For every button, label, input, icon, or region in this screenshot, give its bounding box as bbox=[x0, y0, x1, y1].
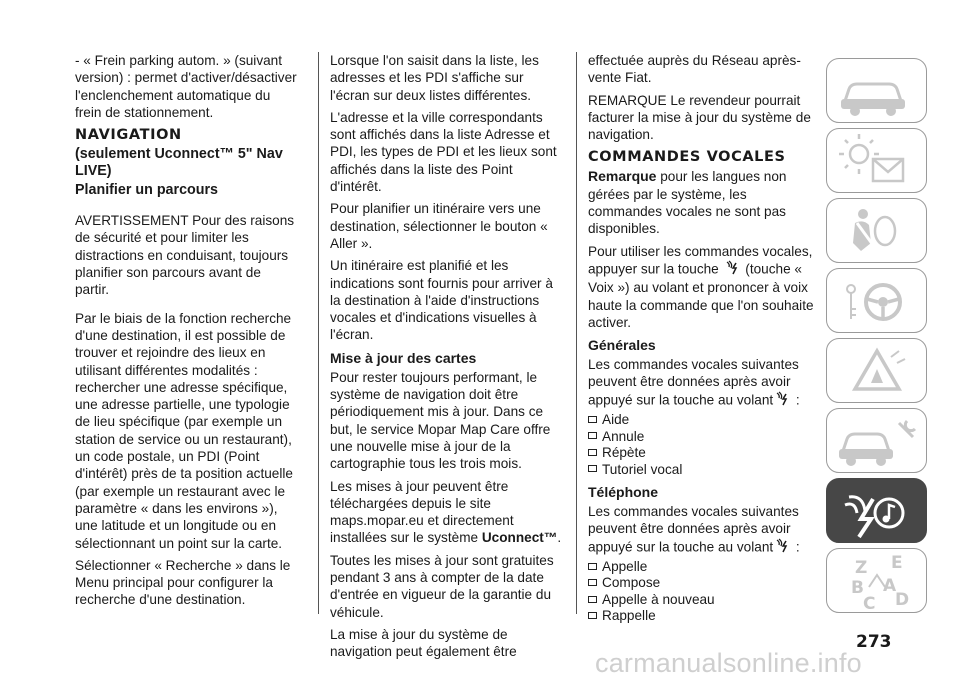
airbag-icon bbox=[827, 199, 928, 264]
paragraph: Par le biais de la fonction recherche d'une destination, il est possible de trouver et rejoindre des lieux en utilisant différentes modalités : rechercher une adresse spécifique, une adresse partielle, une typologie de lieu spécifique (par exemple un station de service ou un restaurant), un code postale, un PDI (Point d'intérêt) près de ta position actuelle (par exemple un restaurant avec le paramètre « dans les environs »), une latitude et un longitude ou en sélectionnant un point sur la carte. bbox=[75, 310, 293, 551]
paragraph: Sélectionner « Recherche » dans le Menu principal pour configurer la recherche d'une destination. bbox=[75, 557, 291, 608]
text: Les commandes vocales suivantes peuvent être données après avoir appuyé sur la touche au volant bbox=[588, 357, 799, 407]
list-item-label: Annule bbox=[602, 428, 645, 444]
text: : bbox=[792, 538, 800, 554]
list-item-label: Aide bbox=[602, 412, 630, 428]
column-divider bbox=[576, 52, 577, 614]
column-divider bbox=[318, 52, 319, 614]
checkbox-bullet-icon bbox=[588, 432, 597, 439]
checkbox-bullet-icon bbox=[588, 612, 597, 619]
tab-multimedia-active[interactable] bbox=[826, 478, 927, 543]
list-item bbox=[588, 559, 820, 576]
checkbox-bullet-icon bbox=[588, 579, 597, 586]
watermark: carmanualsonline.info bbox=[595, 648, 862, 678]
checkbox-bullet-icon bbox=[588, 449, 597, 456]
section-title-navigation: NAVIGATION bbox=[75, 127, 182, 144]
service-car-icon bbox=[827, 409, 928, 474]
tab-breakdown[interactable] bbox=[826, 338, 927, 403]
list-item-label: Rappelle bbox=[602, 608, 656, 624]
breakdown-icon bbox=[827, 339, 928, 404]
paragraph: La mise à jour du système de navigation peut également être bbox=[330, 626, 517, 660]
tab-driving[interactable] bbox=[826, 268, 927, 333]
list-item bbox=[588, 462, 820, 479]
list-item-label: Appelle bbox=[602, 558, 648, 574]
list-item bbox=[588, 429, 820, 446]
tab-car[interactable] bbox=[826, 58, 927, 123]
subsection-title-telephone: Téléphone bbox=[588, 484, 659, 501]
text: : bbox=[792, 392, 800, 407]
paragraph: Lorsque l'on saisit dans la liste, les adresses et les PDI s'affiche sur l'écran sur deux listes différentes. bbox=[330, 53, 539, 103]
list-item bbox=[588, 445, 820, 462]
paragraph: Pour planifier un itinéraire vers une destination, sélectionner le bouton « Aller ». bbox=[330, 201, 548, 251]
car-icon bbox=[827, 59, 928, 124]
list-item-label: Compose bbox=[602, 575, 661, 591]
paragraph: Un itinéraire est planifié et les indications sont fournis pour arriver à la destination à l'aide d'instructions vocales et d'indications visuelles à l'écran. bbox=[330, 258, 553, 343]
index-icon bbox=[827, 549, 928, 614]
list-item bbox=[588, 608, 820, 625]
column-middle bbox=[330, 52, 562, 666]
paragraph bbox=[330, 478, 562, 547]
paragraph bbox=[588, 356, 820, 410]
list-item bbox=[588, 412, 820, 429]
text: pour les langues non gérées par le système, les commandes vocales ne sont pas disponibles. bbox=[588, 169, 787, 237]
paragraph bbox=[588, 168, 820, 237]
paragraph: Toutes les mises à jour sont gratuites pendant 3 ans à compter de la date d'entrée en vigueur de la garantie du véhicule. bbox=[330, 552, 554, 620]
index-letter: B bbox=[851, 578, 864, 598]
tab-warning-lights[interactable] bbox=[826, 128, 927, 193]
tab-safety[interactable] bbox=[826, 198, 927, 263]
index-letter: Z bbox=[855, 558, 868, 578]
paragraph bbox=[588, 243, 820, 331]
tab-service[interactable] bbox=[826, 408, 927, 473]
paragraph: effectuée auprès du Réseau après-vente Fiat. bbox=[588, 53, 801, 86]
paragraph bbox=[588, 503, 820, 557]
multimedia-icon bbox=[827, 479, 928, 544]
checkbox-bullet-icon bbox=[588, 596, 597, 603]
voice-icon bbox=[725, 260, 740, 279]
tab-index[interactable] bbox=[826, 548, 927, 613]
text: Pour utiliser les commandes vocales, appuyer sur la touche bbox=[588, 243, 813, 277]
checkbox-bullet-icon bbox=[588, 465, 597, 472]
index-letter: C bbox=[863, 594, 876, 614]
warning-lights-icon bbox=[827, 129, 928, 194]
subsection-title-generales: Générales bbox=[588, 337, 656, 354]
subsection-title-planifier: Planifier un parcours bbox=[75, 182, 219, 199]
page-number: 273 bbox=[856, 632, 892, 652]
steering-wheel-icon bbox=[827, 269, 928, 334]
subsection-title-cartes: Mise à jour des cartes bbox=[330, 349, 477, 366]
voice-icon bbox=[775, 391, 790, 410]
section-subtitle: (seulement Uconnect™ 5" Nav LIVE) bbox=[75, 146, 283, 180]
index-letter: D bbox=[895, 590, 910, 610]
voice-icon bbox=[775, 538, 790, 557]
remark-paragraph: REMARQUE Le revendeur pourrait facturer la mise à jour du système de navigation. bbox=[588, 92, 811, 143]
list-item bbox=[588, 575, 820, 592]
section-title-commandes-vocales: COMMANDES VOCALES bbox=[588, 149, 786, 166]
list-item-label: Tutoriel vocal bbox=[602, 461, 683, 477]
remark-label: Remarque bbox=[588, 168, 657, 185]
list-item-label: Appelle à nouveau bbox=[602, 591, 715, 607]
text: (touche « Voix ») au volant et prononcer à voix haute la commande que l'on souhaite activer. bbox=[588, 261, 814, 330]
column-left bbox=[75, 52, 297, 614]
list-item bbox=[588, 592, 820, 609]
list-item-label: Répète bbox=[602, 445, 646, 461]
paragraph: L'adresse et la ville correspondants sont affichés dans la liste Adresse et PDI, les types de PDI et les lieux sont affichés dans la liste des Point d'intérêt. bbox=[330, 109, 557, 195]
chapter-tabs bbox=[826, 58, 927, 614]
checkbox-bullet-icon bbox=[588, 563, 597, 570]
index-letter: A bbox=[883, 576, 897, 596]
index-letter: E bbox=[891, 553, 903, 573]
warning-paragraph: AVERTISSEMENT Pour des raisons de sécurité et pour limiter les distractions en conduisant, toujours planifier son parcours avant de partir. bbox=[75, 213, 295, 298]
brand-name: Uconnect™ bbox=[481, 530, 558, 546]
text: Les mises à jour peuvent être téléchargées depuis le site maps.mopar.eu et directement installées sur le système bbox=[330, 478, 514, 546]
text: Les commandes vocales suivantes peuvent être données après avoir appuyé sur la touche au volant bbox=[588, 504, 799, 554]
intro-paragraph: - « Frein parking autom. » (suivant version) : permet d'activer/désactiver l'enclenchement automatique du frein de stationnement. bbox=[75, 53, 297, 120]
paragraph: Pour rester toujours performant, le système de navigation doit être périodiquement mis à jour. Dans ce but, le service Mopar Map Care offre une nouvelle mise à jour de la cartographie tous les trois mois. bbox=[330, 369, 551, 472]
column-right bbox=[588, 52, 820, 625]
checkbox-bullet-icon bbox=[588, 416, 597, 423]
text: . bbox=[557, 530, 562, 546]
